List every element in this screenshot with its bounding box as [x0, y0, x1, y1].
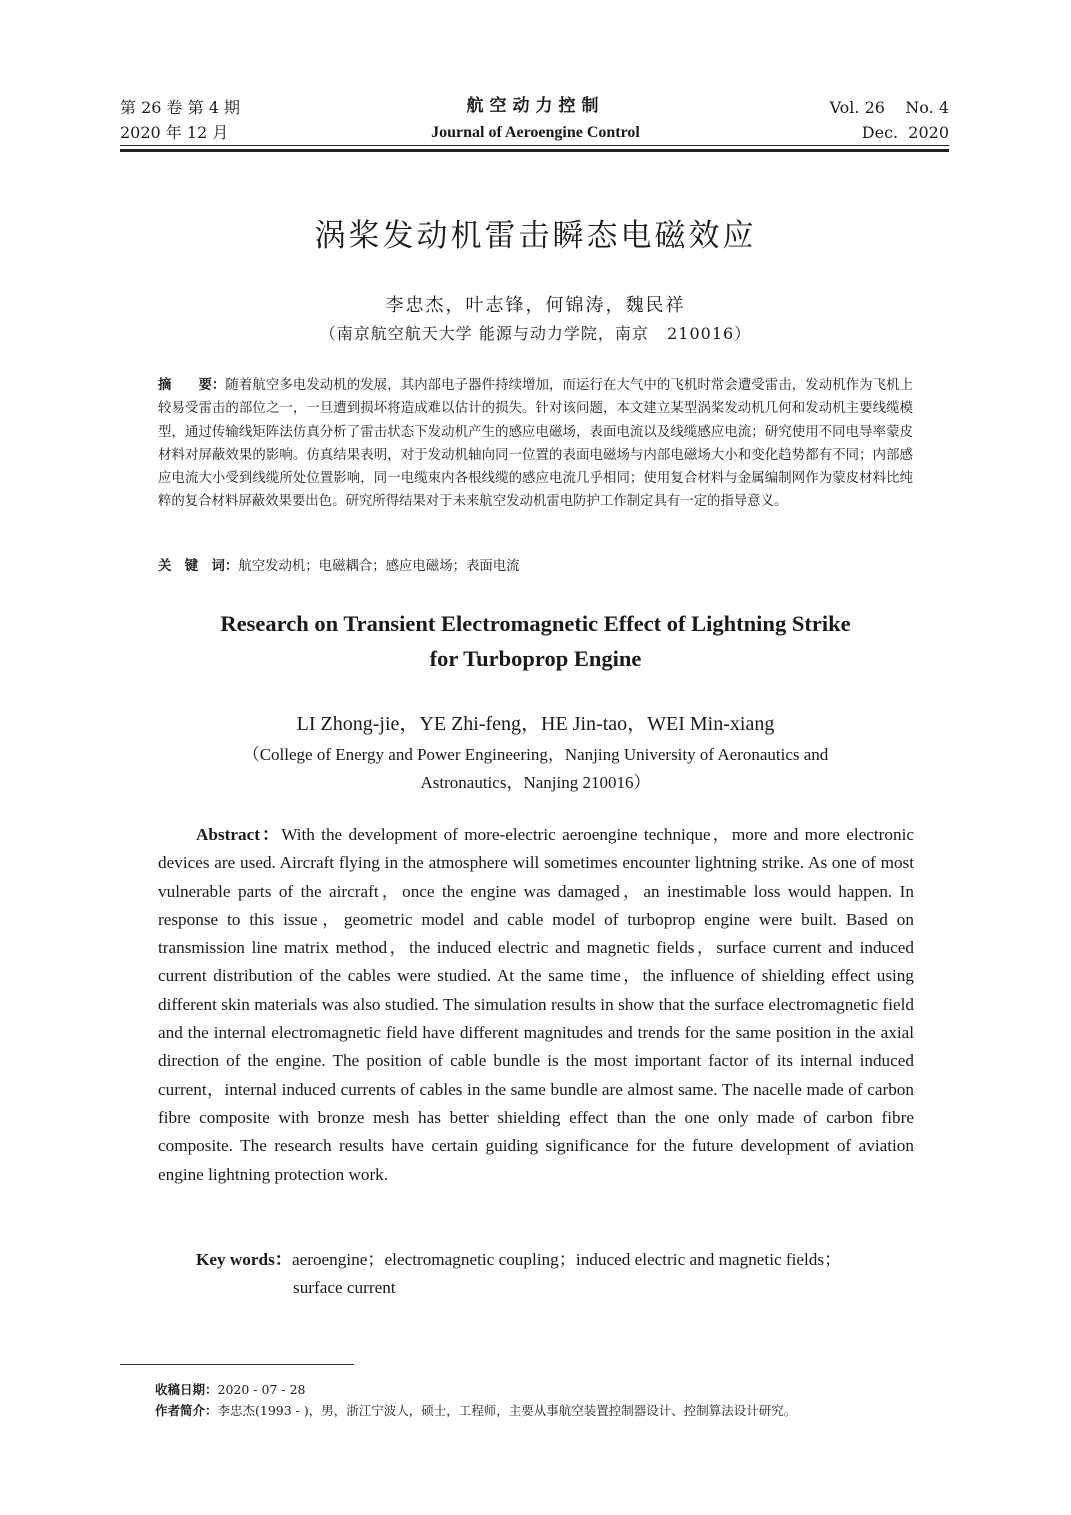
paper-title-en-line1: Research on Transient Electromagnetic Effect of Lightning Strike — [220, 611, 851, 636]
publication-date-en: Dec. 2020 — [861, 123, 949, 142]
journal-name-cn: 航空动力控制 — [466, 96, 605, 116]
authors-en: LI Zhong-jie，YE Zhi-feng，HE Jin-tao，WEI Min-xiang — [296, 713, 775, 735]
keywords-en — [196, 1246, 914, 1303]
paper-title-cn: 涡桨发动机雷击瞬态电磁效应 — [314, 218, 757, 254]
publication-date-cn: 2020 年 12 月 — [120, 123, 229, 142]
header-rule-thin — [120, 145, 949, 146]
keywords-cn-label: 关 键 词： — [158, 559, 239, 574]
keywords-en-text-line2: surface current — [293, 1278, 396, 1298]
abstract-cn-label: 摘 要： — [158, 378, 226, 393]
affiliation-cn: （南京航空航天大学 能源与动力学院，南京 210016） — [319, 324, 752, 343]
keywords-cn-text: 航空发动机；电磁耦合；感应电磁场；表面电流 — [238, 559, 520, 574]
keywords-en-label: Key words： — [196, 1250, 292, 1269]
abstract-cn — [158, 374, 913, 514]
volume-issue: 第 26 卷 第 4 期 — [120, 98, 240, 117]
keywords-cn — [158, 556, 913, 578]
received-date: 2020 - 07 - 28 — [217, 1382, 306, 1397]
affiliation-en-line2: Astronautics，Nanjing 210016） — [420, 773, 651, 792]
header-rule-thick — [120, 149, 949, 152]
affiliation-en-line1: （College of Energy and Power Engineering，Nanjing University of Aeronautics and — [242, 745, 829, 764]
volume-number-en: Vol. 26 No. 4 — [829, 98, 949, 117]
keywords-en-text-line1: aeroengine；electromagnetic coupling；induced electric and magnetic fields； — [291, 1250, 842, 1269]
bio-text: 李忠杰(1993 - )，男，浙江宁波人，硕士，工程师，主要从事航空装置控制器设计、控制算法设计研究。 — [217, 1403, 797, 1418]
bio-label: 作者简介： — [155, 1403, 218, 1418]
footnote-received — [155, 1380, 305, 1398]
abstract-en-text: With the development of more-electric aeroengine technique，more and more electronic devices are used. Aircraft flying in the atmosphere will sometimes encounter lightning strike. As one of most vulnerable parts of the aircraft，once the engine was damaged，an inestimable loss would happen. In response to this issue，geometric model and cable model of turboprop engine were built. Based on transmission line matrix method，the induced electric and magnetic fields，surface current and induced current distribution of the cables were studied. At the same time，the influence of shielding effect using different skin materials was also studied. The simulation results in show that the surface electromagnetic field and the internal electromagnetic field have different magnitudes and trends for the same position in the axial direction of the engine. The position of cable bundle is the most important factor of its internal induced current，internal induced currents of cables in the same bundle are almost same. The nacelle made of carbon fibre composite with bronze mesh has better shielding effect than the one only made of carbon fibre composite. The research results have certain guiding significance for the future development of aviation engine lightning protection work. — [158, 825, 914, 1184]
abstract-cn-text: 随着航空多电发动机的发展，其内部电子器件持续增加，而运行在大气中的飞机时常会遭受雷击，发动机作为飞机上较易受雷击的部位之一，一旦遭到损坏将造成难以估计的损失。针对该问题，本文建立某型涡桨发动机几何和发动机主要线缆模型，通过传输线矩阵法仿真分析了雷击状态下发动机产生的感应电磁场，表面电流以及线缆感应电流；研究使用不同电导率蒙皮材料对屏蔽效果的影响。仿真结果表明，对于发动机轴向同一位置的表面电磁场与内部电磁场大小和变化趋势都有不同；内部感应电流大小受到线缆所处位置影响，同一电缆束内各根线缆的感应电流几乎相同；使用复合材料与金属编制网作为蒙皮材料比纯粹的复合材料屏蔽效果要出色。研究所得结果对于未来航空发动机雷电防护工作制定具有一定的指导意义。 — [158, 378, 913, 510]
journal-name-en: Journal of Aeroengine Control — [431, 124, 640, 141]
received-label: 收稿日期： — [155, 1382, 218, 1397]
footnote-rule — [120, 1364, 354, 1365]
paper-title-en-line2: for Turboprop Engine — [429, 646, 642, 671]
abstract-en — [158, 821, 914, 1189]
abstract-en-label: Abstract： — [196, 825, 282, 844]
footnote-author-bio — [155, 1401, 796, 1419]
authors-cn: 李忠杰，叶志锋，何锦涛，魏民祥 — [385, 295, 686, 316]
